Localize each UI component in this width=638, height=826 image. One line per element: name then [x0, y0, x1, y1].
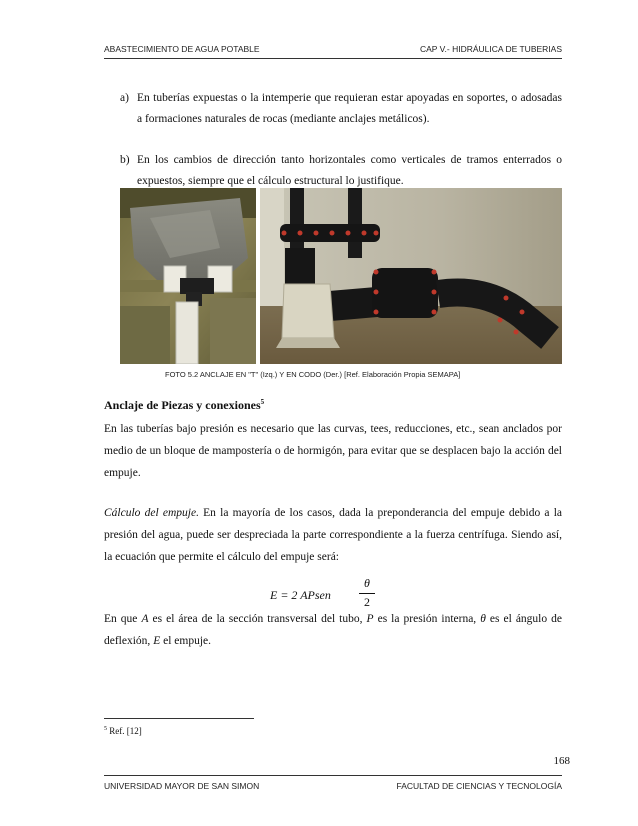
footer-left: UNIVERSIDAD MAYOR DE SAN SIMON — [104, 781, 260, 791]
list-item-a — [120, 88, 562, 130]
equation-numerator: θ — [364, 576, 370, 590]
paragraph-definitions — [104, 608, 562, 652]
page-header — [104, 44, 562, 59]
footnote-mark: 5 — [104, 726, 107, 732]
list-label: b) — [120, 154, 130, 166]
photo-elbow-anchor — [260, 188, 562, 364]
footnote — [104, 726, 142, 736]
page-footer — [104, 775, 562, 793]
paragraph-anchoring: En las tuberías bajo presión es necesario que las curvas, tees, reducciones, etc., sean anclados por medio de un bloque de mampostería o de hormigón, para evitar que se desplacen bajo la acción del empuje. — [104, 423, 562, 479]
elbow-anchor-illustration — [260, 188, 562, 364]
footnote-text: Ref. [12] — [107, 726, 142, 736]
text-run: es el ángulo de deflexión, — [104, 613, 562, 647]
paragraph-thrust — [104, 502, 562, 568]
footnote-divider — [104, 718, 254, 719]
list-text: En los cambios de dirección tanto horizontales como verticales de tramos enterrados o expuestos, siempre que el cálculo estructural lo justifique. — [137, 154, 562, 187]
text-run: es el área de la sección transversal del tubo, — [148, 613, 367, 625]
text-run: el empuje. — [160, 635, 211, 647]
photo-t-anchor — [120, 188, 256, 364]
photo-caption: FOTO 5.2 ANCLAJE EN "T" (Izq.) Y EN CODO (Der.) [Ref. Elaboración Propia SEMAPA] — [165, 370, 461, 379]
t-anchor-illustration — [120, 188, 256, 364]
header-right: CAP V.- HIDRÁULICA DE TUBERIAS — [419, 44, 562, 54]
var-a: A — [141, 613, 149, 625]
section-title: Anclaje de Piezas y conexiones — [104, 398, 261, 412]
text-run: En que — [104, 613, 142, 625]
var-p: P — [366, 613, 374, 625]
fraction-bar — [359, 593, 375, 594]
list-item-b — [120, 150, 562, 192]
var-e: E — [153, 635, 161, 647]
list-label: a) — [120, 92, 129, 104]
footer-right: FACULTAD DE CIENCIAS Y TECNOLOGÍA — [396, 781, 562, 791]
footnote-reference: 5 — [260, 398, 265, 406]
equation-lhs: E = 2 APsen — [270, 588, 331, 602]
header-left: ABASTECIMIENTO DE AGUA POTABLE — [104, 44, 260, 54]
var-theta: θ — [480, 613, 486, 625]
section-heading — [104, 398, 264, 413]
text-run: es la presión interna, — [373, 613, 481, 625]
list-text: En tuberías expuestas o la intemperie que requieran estar apoyadas en soportes, o adosadas a formaciones naturales de rocas (mediante anclajes metálicos). — [137, 92, 562, 125]
paragraph-thrust-body: En la mayoría de los casos, dada la preponderancia del empuje debido a la presión del agua, puede ser despreciada la parte correspondiente a la fuerza centrífuga. Siendo así, la ecuación que permite el cálculo del empuje será: — [104, 507, 562, 563]
equation-denominator: 2 — [364, 595, 370, 609]
page-number: 168 — [553, 755, 570, 767]
subtitle: Cálculo del empuje. — [104, 507, 199, 519]
